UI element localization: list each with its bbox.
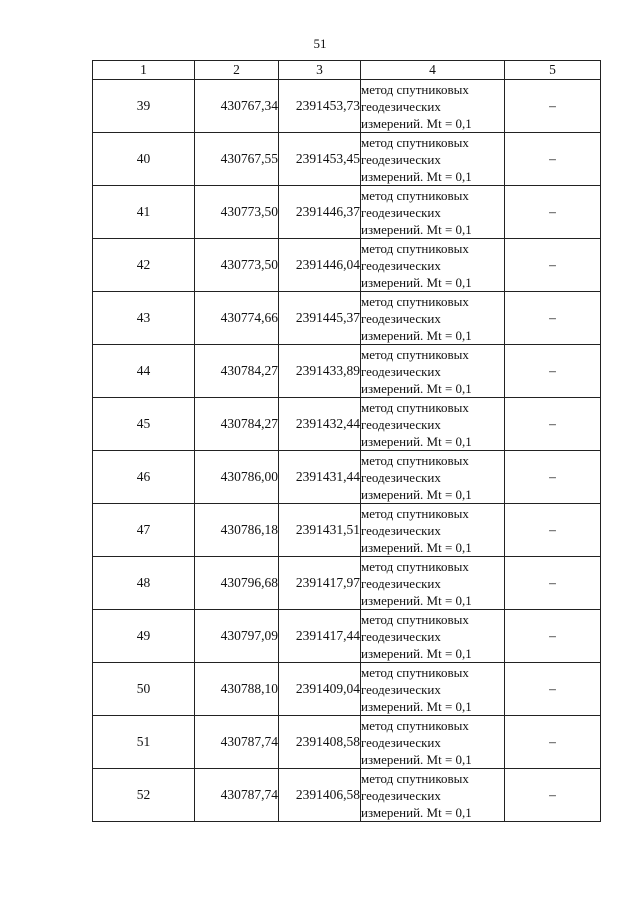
method-text-line: измерений. Mt = 0,1 — [361, 645, 472, 661]
column-header-1: 1 — [93, 61, 195, 80]
point-number-cell: 50 — [93, 663, 195, 716]
y-coordinate-cell: 2391408,58 — [279, 716, 361, 769]
note-cell: – — [505, 557, 601, 610]
y-coordinate-cell: 2391446,04 — [279, 239, 361, 292]
column-header-4: 4 — [361, 61, 505, 80]
point-number-cell: 49 — [93, 610, 195, 663]
table-row — [93, 769, 601, 822]
method-cell — [361, 610, 505, 663]
method-text-line: метод спутниковых — [361, 293, 469, 309]
point-number-cell: 48 — [93, 557, 195, 610]
y-coordinate-cell: 2391453,45 — [279, 133, 361, 186]
note-cell: – — [505, 345, 601, 398]
note-cell: – — [505, 80, 601, 133]
note-cell: – — [505, 398, 601, 451]
y-coordinate-cell: 2391409,04 — [279, 663, 361, 716]
method-cell — [361, 716, 505, 769]
method-cell — [361, 557, 505, 610]
method-text-line: метод спутниковых — [361, 770, 469, 786]
method-cell — [361, 663, 505, 716]
column-header-3: 3 — [279, 61, 361, 80]
y-coordinate-cell: 2391406,58 — [279, 769, 361, 822]
point-number-cell: 40 — [93, 133, 195, 186]
point-number-cell: 39 — [93, 80, 195, 133]
point-number-cell: 47 — [93, 504, 195, 557]
y-coordinate-cell: 2391445,37 — [279, 292, 361, 345]
note-cell: – — [505, 239, 601, 292]
x-coordinate-cell: 430787,74 — [195, 769, 279, 822]
method-text-line: метод спутниковых — [361, 134, 469, 150]
x-coordinate-cell: 430774,66 — [195, 292, 279, 345]
y-coordinate-cell: 2391431,44 — [279, 451, 361, 504]
method-text-line: метод спутниковых — [361, 399, 469, 415]
y-coordinate-cell: 2391446,37 — [279, 186, 361, 239]
point-number-cell: 43 — [93, 292, 195, 345]
x-coordinate-cell: 430796,68 — [195, 557, 279, 610]
method-text-line: измерений. Mt = 0,1 — [361, 115, 472, 131]
method-text-line: измерений. Mt = 0,1 — [361, 804, 472, 820]
method-text-line: геодезических — [361, 734, 441, 750]
method-text-line: метод спутниковых — [361, 452, 469, 468]
table-row — [93, 345, 601, 398]
method-text-line: геодезических — [361, 522, 441, 538]
method-text-line: метод спутниковых — [361, 611, 469, 627]
x-coordinate-cell: 430788,10 — [195, 663, 279, 716]
point-number-cell: 44 — [93, 345, 195, 398]
table-body — [93, 80, 601, 822]
method-text-line: измерений. Mt = 0,1 — [361, 433, 472, 449]
note-cell: – — [505, 663, 601, 716]
method-cell — [361, 451, 505, 504]
method-cell — [361, 769, 505, 822]
table-row — [93, 133, 601, 186]
method-text-line: геодезических — [361, 787, 441, 803]
x-coordinate-cell: 430784,27 — [195, 398, 279, 451]
table-row — [93, 610, 601, 663]
column-header-5: 5 — [505, 61, 601, 80]
method-text-line: измерений. Mt = 0,1 — [361, 592, 472, 608]
method-text-line: измерений. Mt = 0,1 — [361, 539, 472, 555]
table-header — [93, 61, 601, 80]
method-cell — [361, 80, 505, 133]
method-text-line: измерений. Mt = 0,1 — [361, 486, 472, 502]
x-coordinate-cell: 430787,74 — [195, 716, 279, 769]
method-text-line: измерений. Mt = 0,1 — [361, 751, 472, 767]
note-cell: – — [505, 451, 601, 504]
note-cell: – — [505, 133, 601, 186]
header-row — [93, 61, 601, 80]
note-cell: – — [505, 769, 601, 822]
method-cell — [361, 398, 505, 451]
table-row — [93, 663, 601, 716]
y-coordinate-cell: 2391417,97 — [279, 557, 361, 610]
page-number: 51 — [313, 36, 327, 51]
note-cell: – — [505, 292, 601, 345]
x-coordinate-cell: 430773,50 — [195, 239, 279, 292]
note-cell: – — [505, 716, 601, 769]
table-row — [93, 504, 601, 557]
y-coordinate-cell: 2391431,51 — [279, 504, 361, 557]
note-cell: – — [505, 186, 601, 239]
y-coordinate-cell: 2391453,73 — [279, 80, 361, 133]
method-text-line: измерений. Mt = 0,1 — [361, 698, 472, 714]
table-row — [93, 186, 601, 239]
method-cell — [361, 186, 505, 239]
method-text-line: измерений. Mt = 0,1 — [361, 168, 472, 184]
method-text-line: измерений. Mt = 0,1 — [361, 221, 472, 237]
point-number-cell: 51 — [93, 716, 195, 769]
x-coordinate-cell: 430786,18 — [195, 504, 279, 557]
table-row — [93, 557, 601, 610]
method-text-line: измерений. Mt = 0,1 — [361, 327, 472, 343]
method-text-line: геодезических — [361, 98, 441, 114]
x-coordinate-cell: 430767,55 — [195, 133, 279, 186]
table-row — [93, 451, 601, 504]
method-cell — [361, 239, 505, 292]
method-text-line: геодезических — [361, 575, 441, 591]
method-text-line: метод спутниковых — [361, 240, 469, 256]
method-text-line: геодезических — [361, 416, 441, 432]
note-cell: – — [505, 504, 601, 557]
y-coordinate-cell: 2391417,44 — [279, 610, 361, 663]
column-header-2: 2 — [195, 61, 279, 80]
note-cell: – — [505, 610, 601, 663]
method-text-line: метод спутниковых — [361, 187, 469, 203]
table-row — [93, 80, 601, 133]
point-number-cell: 52 — [93, 769, 195, 822]
x-coordinate-cell: 430797,09 — [195, 610, 279, 663]
method-text-line: геодезических — [361, 469, 441, 485]
method-text-line: геодезических — [361, 257, 441, 273]
method-cell — [361, 292, 505, 345]
y-coordinate-cell: 2391433,89 — [279, 345, 361, 398]
method-text-line: измерений. Mt = 0,1 — [361, 274, 472, 290]
method-text-line: измерений. Mt = 0,1 — [361, 380, 472, 396]
point-number-cell: 41 — [93, 186, 195, 239]
method-text-line: метод спутниковых — [361, 505, 469, 521]
method-cell — [361, 504, 505, 557]
y-coordinate-cell: 2391432,44 — [279, 398, 361, 451]
table-row — [93, 398, 601, 451]
method-text-line: геодезических — [361, 310, 441, 326]
method-text-line: геодезических — [361, 151, 441, 167]
x-coordinate-cell: 430767,34 — [195, 80, 279, 133]
method-cell — [361, 133, 505, 186]
method-text-line: геодезических — [361, 681, 441, 697]
point-number-cell: 42 — [93, 239, 195, 292]
method-text-line: метод спутниковых — [361, 717, 469, 733]
method-text-line: геодезических — [361, 363, 441, 379]
method-text-line: метод спутниковых — [361, 664, 469, 680]
method-text-line: метод спутниковых — [361, 346, 469, 362]
method-text-line: геодезических — [361, 628, 441, 644]
method-cell — [361, 345, 505, 398]
table-row — [93, 239, 601, 292]
method-text-line: метод спутниковых — [361, 81, 469, 97]
table-row — [93, 292, 601, 345]
coordinates-table — [92, 60, 601, 822]
point-number-cell: 45 — [93, 398, 195, 451]
x-coordinate-cell: 430773,50 — [195, 186, 279, 239]
table-row — [93, 716, 601, 769]
method-text-line: геодезических — [361, 204, 441, 220]
x-coordinate-cell: 430784,27 — [195, 345, 279, 398]
point-number-cell: 46 — [93, 451, 195, 504]
x-coordinate-cell: 430786,00 — [195, 451, 279, 504]
method-text-line: метод спутниковых — [361, 558, 469, 574]
